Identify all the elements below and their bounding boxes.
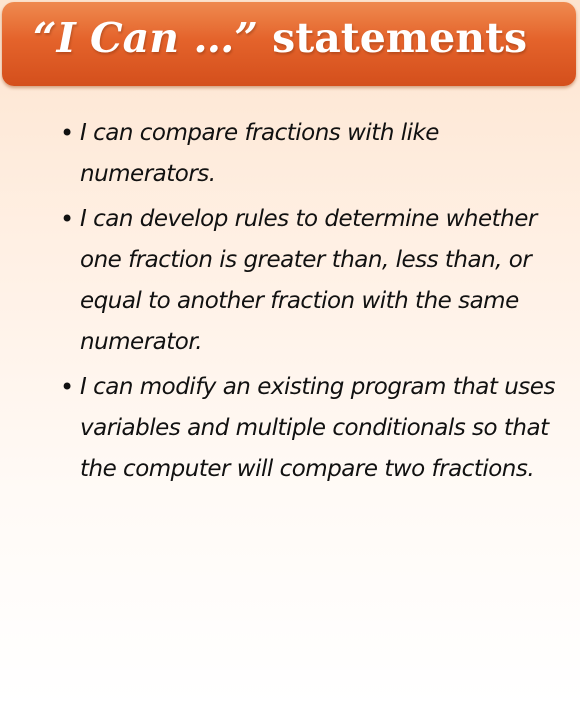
- title-quoted-part: “I Can …”: [33, 14, 258, 62]
- statement-text: I can modify an existing program that uses variables and multiple conditionals so that the computer will compare two fractions.: [80, 374, 555, 482]
- list-item: [60, 113, 565, 195]
- list-item: [60, 199, 565, 363]
- statement-text: I can compare fractions with like numerators.: [80, 120, 439, 187]
- statement-text: I can develop rules to determine whether one fraction is greater than, less than, or equal to another fraction with the same numerator.: [80, 206, 537, 355]
- title-rest-part: statements: [257, 14, 528, 62]
- list-item: [60, 367, 565, 490]
- bullet-icon: •: [60, 205, 74, 233]
- statement-list: [60, 113, 565, 494]
- bullet-icon: •: [60, 373, 74, 401]
- header-banner: [2, 2, 576, 86]
- bullet-icon: •: [60, 119, 74, 147]
- page-title: [33, 10, 527, 66]
